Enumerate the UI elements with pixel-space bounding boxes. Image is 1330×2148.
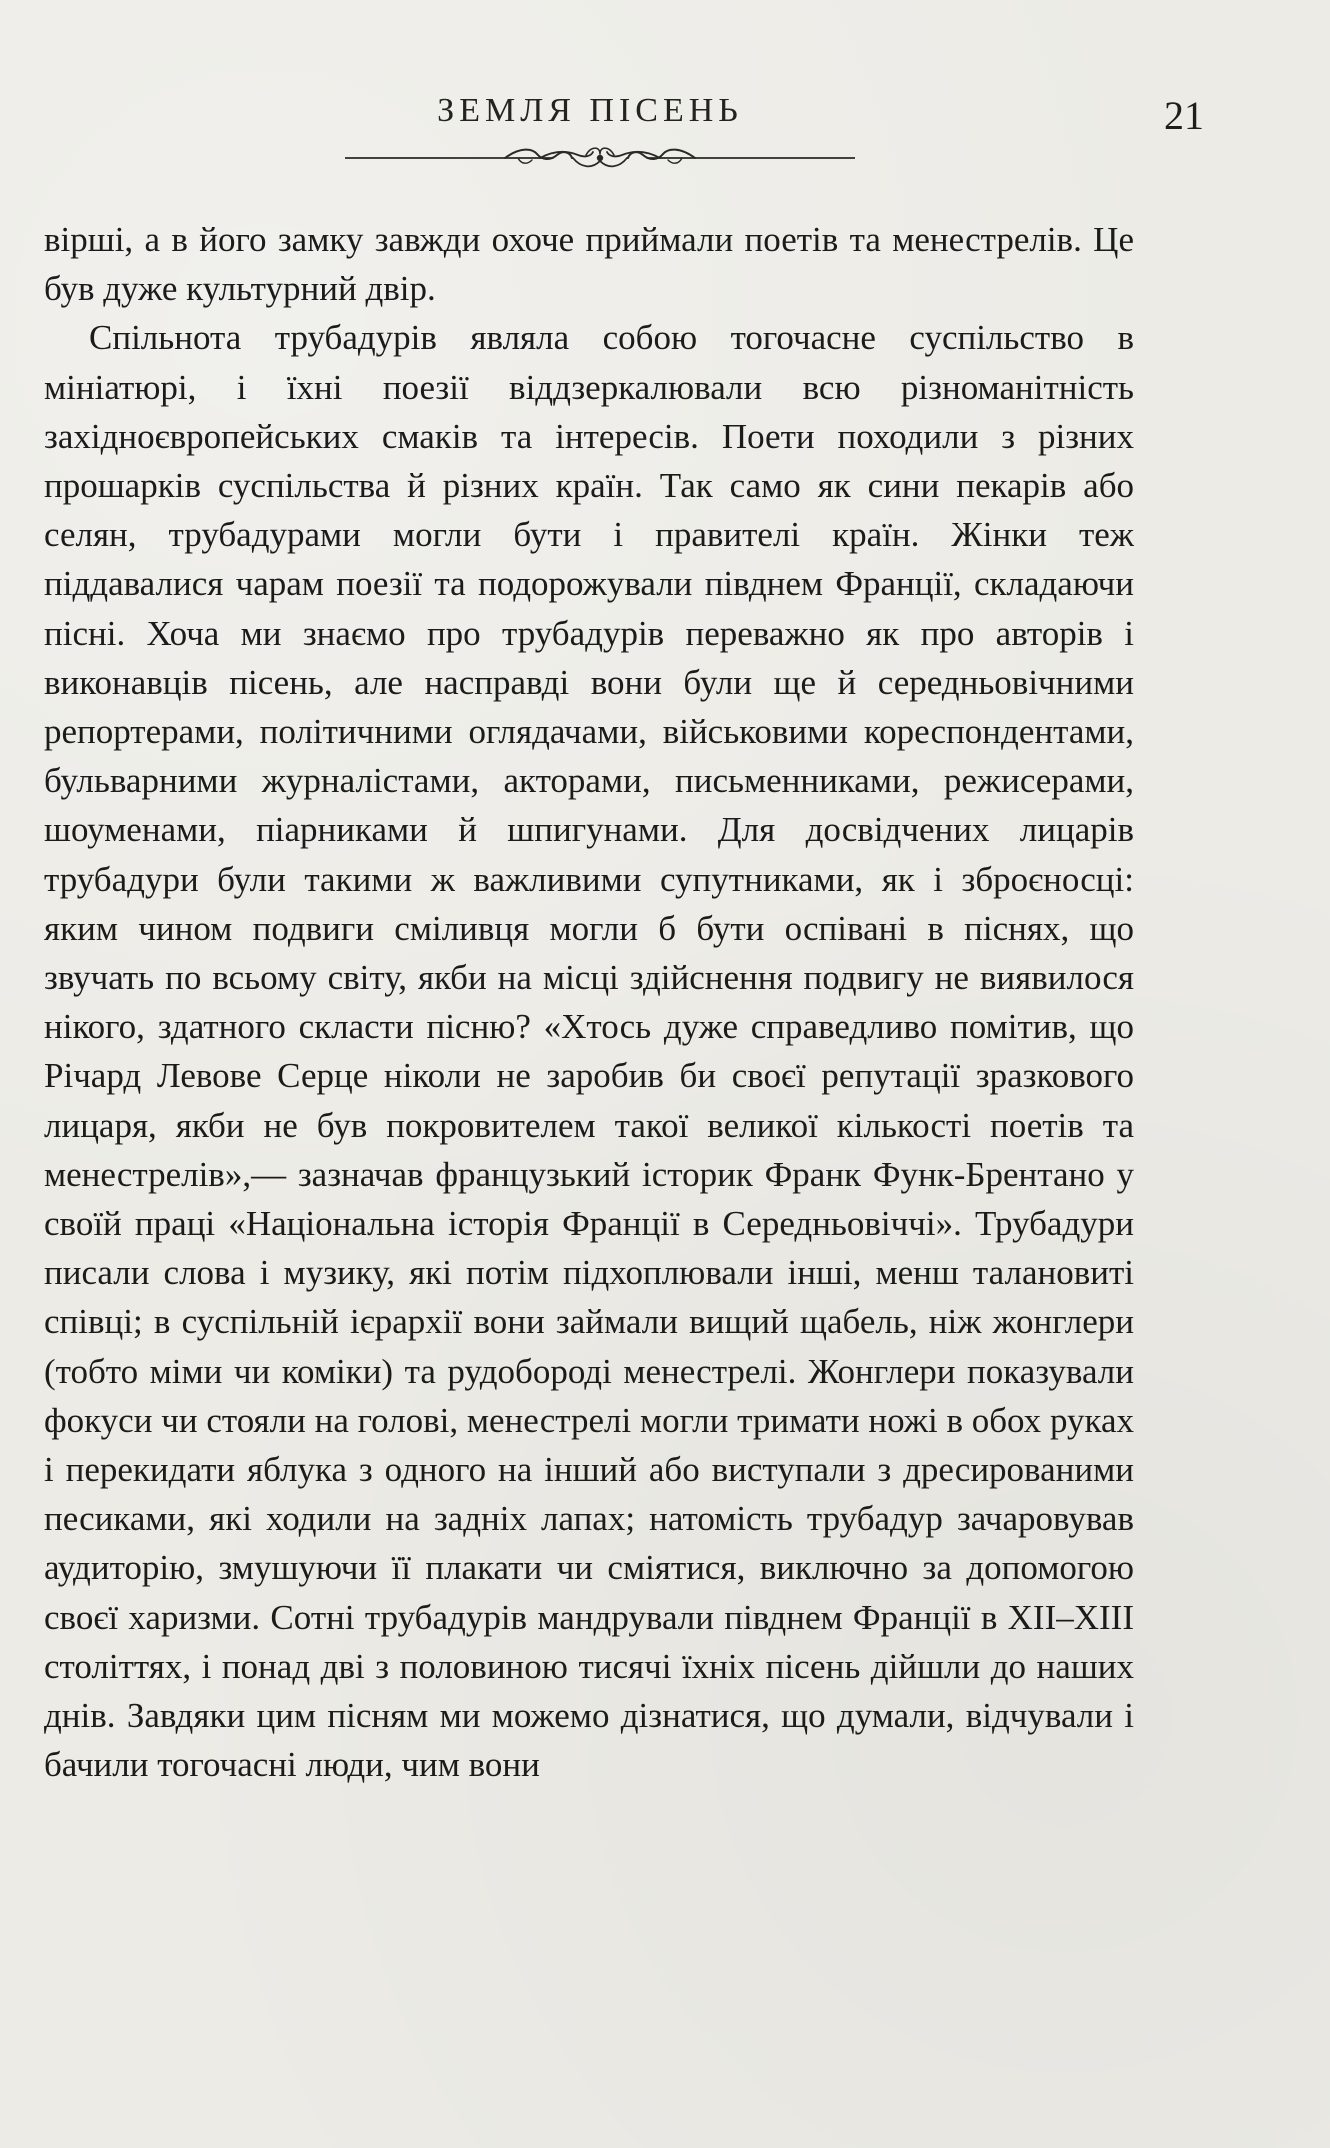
main-text bbox=[44, 215, 1134, 1790]
running-title: ЗЕМЛЯ ПІСЕНЬ bbox=[437, 92, 743, 129]
paragraph-2: Спільнота трубадурів являла собою тогочасне суспільство в мініатюрі, і їхні поезії віддзеркалювали всю різноманітність західноєвропейських смаків та інтересів. Поети походили з різних прошарків суспільства й різних країн. Так само як сини пекарів або селян, трубадурами могли бути і правителі країн. Жінки теж піддавалися чарам поезії та подорожували півднем Франції, складаючи пісні. Хоча ми знаємо про трубадурів переважно як про авторів і виконавців пісень, але насправді вони були ще й середньовічними репортерами, політичними оглядачами, військовими кореспондентами, бульварними журналістами, акторами, письменниками, режисерами, шоуменами, піарниками й шпигунами. Для досвідчених лицарів трубадури були такими ж важливими супутниками, як і зброєносці: яким чином подвиги сміливця могли б бути оспівані в піснях, що звучать по всьому світу, якби на місці здійснення подвигу не виявилося нікого, здатного скласти пісню? «Хтось дуже справедливо помітив, що Річард Левове Серце ніколи не заробив би своєї репутації зразкового лицаря, якби не був покровителем такої великої кількості поетів та менестрелів»,— зазначав французький історик Франк Функ-Брентано у своїй праці «Національна історія Франції в Середньовіччі». Трубадури писали слова і музику, які потім підхоплювали інші, менш талановиті співці; в суспільній ієрархії вони займали вищий щабель, ніж жонглери (тобто міми чи коміки) та рудобороді менестрелі. Жонглери показували фокуси чи стояли на голові, менестрелі могли тримати ножі в обох руках і перекидати яблука з одного на інший або виступали з дресированими песиками, які ходили на задніх лапах; натомість трубадур зачаровував аудиторію, змушуючи її плакати чи сміятися, виключно за допомогою своєї харизми. Сотні трубадурів мандрували півднем Франції в XII–XIII століттях, і понад дві з половиною тисячі їхніх пісень дійшли до наших днів. Завдяки цим пісням ми можемо дізнатися, що думали, відчували і бачили тогочасні люди, чим вони bbox=[44, 318, 1134, 1785]
decorative-flourish-icon bbox=[345, 140, 855, 176]
page-number: 21 bbox=[1164, 93, 1204, 138]
page-header bbox=[0, 92, 1330, 182]
paragraph-1: вірші, а в його замку завжди охоче приймали поетів та менестрелів. Це був дуже культурний двір. bbox=[44, 220, 1134, 309]
